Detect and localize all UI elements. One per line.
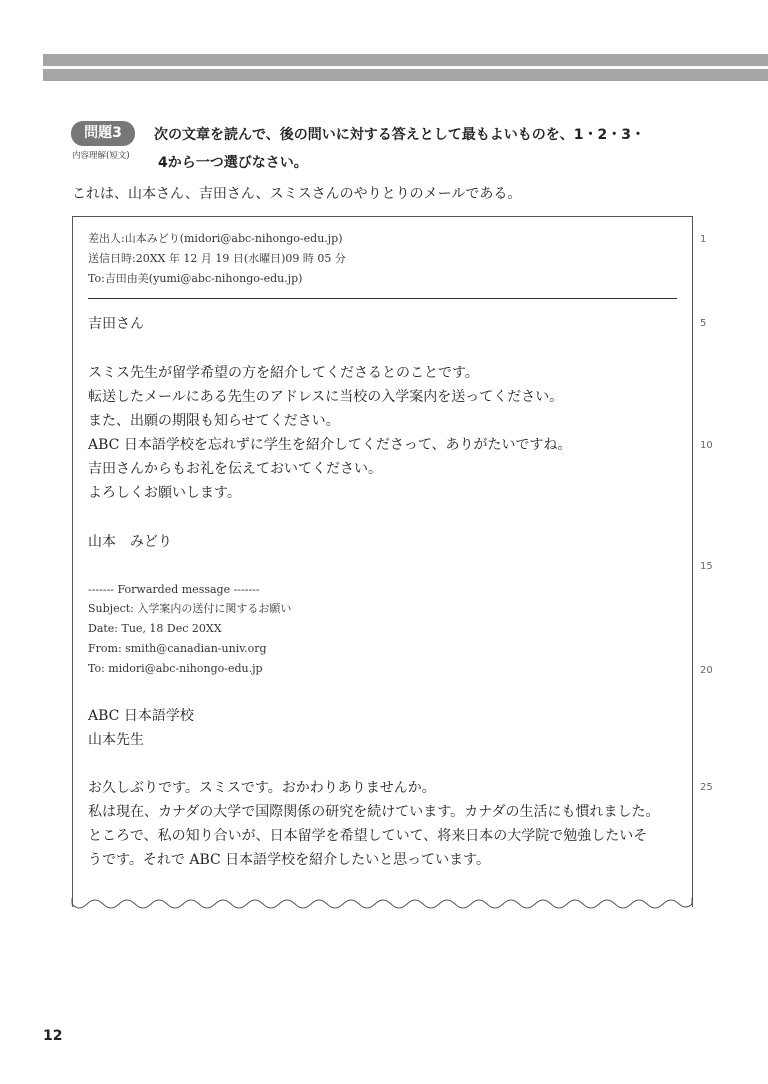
email-signature: 山本 みどり — [88, 534, 172, 550]
email-body-line: スミス先生が留学希望の方を紹介してくださるとのことです。 — [88, 365, 479, 381]
line-number: 1 — [700, 234, 707, 245]
question-intro: これは、山本さん、吉田さん、スミスさんのやりとりのメールである。 — [72, 186, 522, 202]
question-instruction — [154, 121, 714, 177]
forward-body-line: お久しぶりです。スミスです。おかわりありませんか。 — [88, 780, 436, 796]
forward-address-line: ABC 日本語学校 — [88, 708, 194, 724]
forwarded-separator: ------- Forwarded message ------- — [88, 583, 260, 596]
forwarded-date: Date: Tue, 18 Dec 20XX — [88, 622, 222, 635]
question-subtitle: 内容理解(短文) — [72, 151, 130, 161]
forward-address-line: 山本先生 — [88, 732, 144, 748]
email-from: 差出人:山本みどり(midori@abc-nihongo-edu.jp) — [88, 232, 343, 245]
email-body-line: ABC 日本語学校を忘れずに学生を紹介してくださって、ありがたいですね。 — [88, 437, 572, 453]
forwarded-from: From: smith@canadian-univ.org — [88, 642, 267, 655]
email-body-line: また、出願の期限も知らせてください。 — [88, 413, 340, 429]
forward-body-line: うです。それで ABC 日本語学校を紹介したいと思っています。 — [88, 852, 491, 868]
line-number: 25 — [700, 782, 713, 793]
email-body-line: よろしくお願いします。 — [88, 485, 241, 501]
page-number: 12 — [43, 1028, 63, 1044]
line-number: 15 — [700, 561, 713, 572]
line-number: 10 — [700, 440, 713, 451]
header-bar-bottom — [43, 69, 768, 81]
line-number: 5 — [700, 318, 707, 329]
forwarded-subject: Subject: 入学案内の送付に関するお願い — [88, 602, 292, 615]
header-divider — [88, 298, 677, 299]
forwarded-to: To: midori@abc-nihongo-edu.jp — [88, 662, 263, 675]
email-body-line: 吉田さんからもお礼を伝えておいてください。 — [88, 461, 382, 477]
forward-body-line: 私は現在、カナダの大学で国際関係の研究を続けています。カナダの生活にも慣れました。 — [88, 804, 660, 820]
line-number: 20 — [700, 665, 713, 676]
wavy-bottom-edge — [71, 898, 693, 914]
email-to: To:吉田由美(yumi@abc-nihongo-edu.jp) — [88, 272, 303, 285]
email-greeting: 吉田さん — [88, 316, 144, 332]
header-bar-top — [43, 54, 768, 66]
email-body-line: 転送したメールにある先生のアドレスに当校の入学案内を送ってください。 — [88, 389, 564, 405]
instruction-line: 4から一つ選びなさい。 — [158, 155, 308, 171]
email-sent-date: 送信日時:20XX 年 12 月 19 日(水曜日)09 時 05 分 — [88, 252, 346, 265]
forward-body-line: ところで、私の知り合いが、日本留学を希望していて、将来日本の大学院で勉強したいそ — [88, 828, 648, 844]
instruction-line: 次の文章を読んで、後の問いに対する答えとして最もよいものを、1・2・3・ — [154, 127, 645, 143]
question-badge: 問題3 — [71, 121, 135, 146]
